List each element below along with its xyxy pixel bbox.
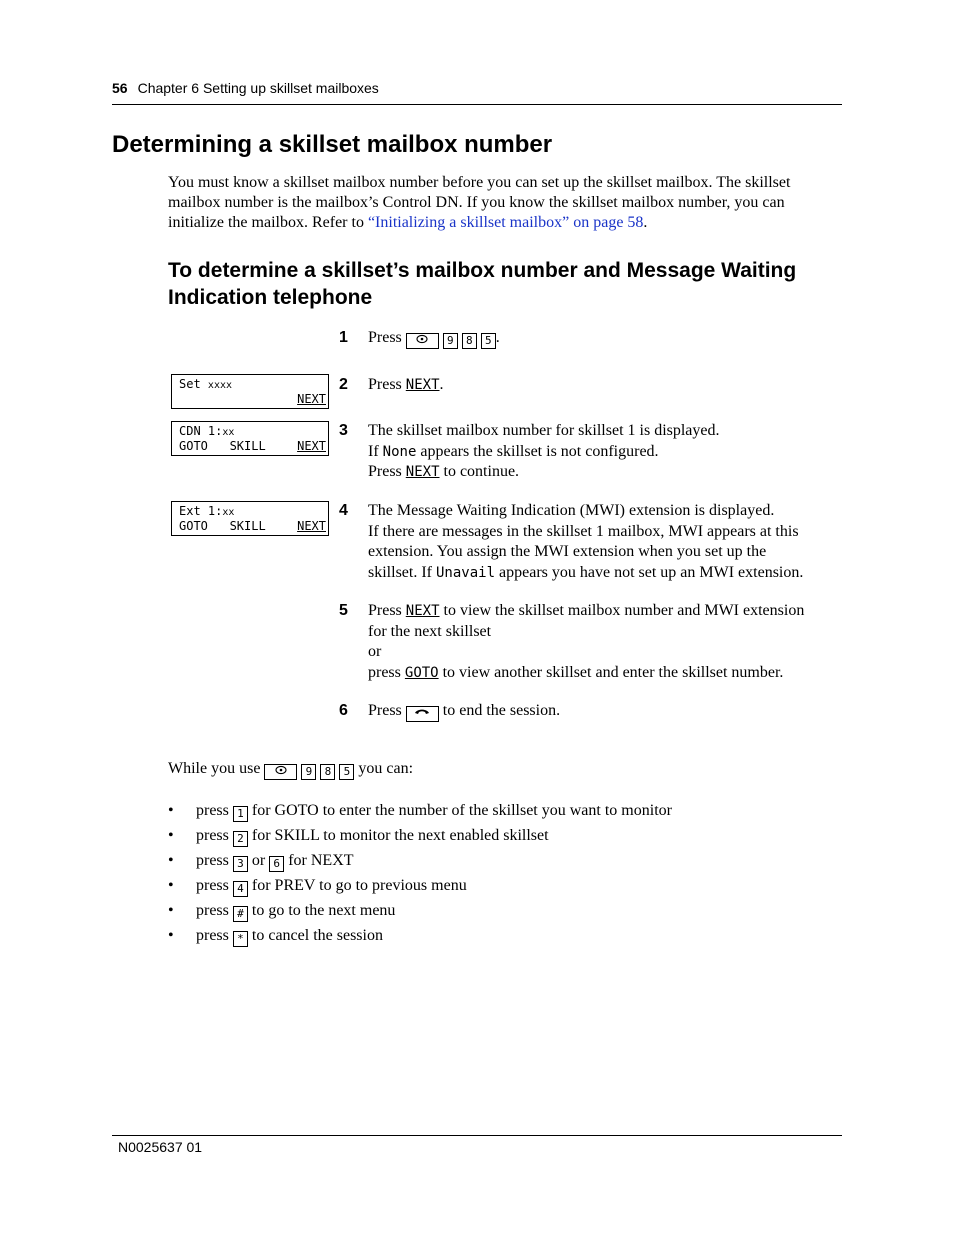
- bullet-text: for SKILL to monitor the next enabled skillset: [251, 827, 549, 844]
- bullet-text: for PREV to go to previous menu: [251, 877, 467, 894]
- display-value: xxxx: [207, 380, 233, 391]
- display-softkey-next: NEXT: [297, 439, 326, 453]
- document-number: N0025637 01: [118, 1139, 203, 1155]
- list-item: • press 1 for GOTO to enter the number of the skillset you want to monitor: [168, 802, 672, 820]
- step-text: to end the session.: [442, 702, 561, 719]
- display-softkey-next: NEXT: [297, 392, 326, 406]
- step-number: 3: [339, 422, 348, 439]
- display-label: CDN 1:: [179, 424, 223, 438]
- step-text: extension. You assign the MWI extension when you set up the: [368, 543, 767, 560]
- step-text: If there are messages in the skillset 1 mailbox, MWI appears at this: [368, 522, 799, 540]
- section-title: Determining a skillset mailbox number: [112, 131, 553, 158]
- page-number: 56: [112, 80, 128, 96]
- display-value: xx: [222, 507, 235, 518]
- softkey-next: NEXT: [405, 464, 440, 480]
- step-text: The skillset mailbox number for skillset 1 is displayed.: [368, 422, 720, 439]
- list-item: • press # to go to the next menu: [168, 902, 396, 920]
- feature-icon: [406, 333, 439, 349]
- procedure-title: To determine a skillset’s mailbox number and Message Waiting Indication telephone: [168, 259, 797, 309]
- intro-text: You must know a skillset mailbox number before you can set up the skillset mailbox. The skillset mailbox number is the mailbox’s Control DN. If you know the skillset mailbox number, you can initialize the mailbox. Refer to: [168, 174, 791, 231]
- key-2: 2: [233, 831, 248, 847]
- step-text: Press: [368, 329, 402, 346]
- display-line1: [179, 504, 234, 518]
- softkey-next: NEXT: [405, 603, 440, 619]
- release-icon: [406, 706, 439, 722]
- header-rule: [112, 104, 842, 105]
- list-item: • press * to cancel the session: [168, 927, 383, 945]
- list-item: • press 4 for PREV to go to previous menu: [168, 877, 467, 895]
- key-3: 3: [233, 856, 248, 872]
- while-text: While you use: [168, 760, 261, 777]
- step-end: .: [439, 376, 444, 393]
- key-5: 5: [481, 333, 496, 349]
- step-text: Press: [368, 463, 402, 480]
- while-line: [168, 760, 413, 780]
- bullet-text: to cancel the session: [251, 927, 383, 944]
- chapter-title: Chapter 6 Setting up skillset mailboxes: [137, 80, 379, 96]
- step-text: If: [368, 442, 379, 460]
- softkey-goto: GOTO: [404, 664, 439, 681]
- cross-reference-link[interactable]: “Initializing a skillset mailbox” on page 58: [367, 214, 644, 231]
- bullet-text: press: [196, 902, 229, 919]
- key-1: 1: [233, 806, 248, 822]
- display-value: xx: [222, 427, 235, 438]
- step-text: Press: [368, 602, 402, 619]
- step-number: 2: [339, 376, 348, 393]
- softkey-next: NEXT: [405, 377, 440, 393]
- list-item: • press 2 for SKILL to monitor the next enabled skillset: [168, 827, 549, 845]
- step-text: appears the skillset is not configured.: [420, 442, 659, 460]
- display-softkeys: GOTO SKILL: [179, 439, 266, 453]
- display-line1: [179, 424, 234, 438]
- key-8: 8: [320, 764, 335, 780]
- display-panel-ext: [171, 501, 329, 536]
- bullet-text: to go to the next menu: [251, 902, 396, 919]
- key-star: *: [233, 931, 248, 947]
- list-item: • press 3 or 6 for NEXT: [168, 852, 354, 870]
- bullet-text: press: [196, 802, 229, 819]
- step-end: .: [495, 329, 500, 346]
- display-panel-set: [171, 374, 329, 409]
- step-text: or: [368, 643, 382, 660]
- bullet-text: press: [196, 877, 229, 894]
- key-9: 9: [301, 764, 316, 780]
- key-8: 8: [462, 333, 477, 349]
- step-text: to continue.: [443, 463, 520, 480]
- key-9: 9: [443, 333, 458, 349]
- step-text: to view another skillset and enter the skillset number.: [442, 663, 784, 681]
- bullet-text: press: [196, 827, 229, 844]
- step-text: for the next skillset: [368, 622, 492, 640]
- key-4: 4: [233, 881, 248, 897]
- step-text: Press: [368, 702, 402, 719]
- display-label: Ext 1:: [179, 504, 223, 518]
- step-text: The Message Waiting Indication (MWI) extension is displayed.: [368, 502, 775, 519]
- display-none: None: [382, 443, 417, 460]
- bullet-text: press: [196, 852, 229, 869]
- display-label: Set: [179, 377, 201, 391]
- bullet-text: for NEXT: [288, 852, 354, 869]
- display-softkey-next: NEXT: [297, 519, 326, 533]
- while-text: you can:: [358, 760, 414, 777]
- feature-icon: [264, 764, 297, 780]
- step-text: press: [368, 663, 401, 681]
- step-number: 6: [339, 702, 348, 719]
- step-text: Press: [368, 376, 402, 393]
- key-options-list: [168, 801, 672, 951]
- step-number: 1: [339, 329, 348, 346]
- intro-end: .: [643, 214, 648, 231]
- display-panel-cdn: [171, 421, 329, 456]
- display-unavail: Unavail: [436, 564, 496, 581]
- footer-rule: [112, 1135, 842, 1136]
- key-6: 6: [269, 856, 284, 872]
- bullet-text: for GOTO to enter the number of the skillset you want to monitor: [251, 802, 672, 819]
- step-text: to view the skillset mailbox number and MWI extension: [443, 602, 805, 619]
- key-hash: #: [233, 906, 248, 922]
- step-text: appears you have not set up an MWI extension.: [499, 563, 804, 581]
- bullet-text: or: [251, 852, 266, 869]
- step-number: 4: [339, 502, 348, 519]
- intro-paragraph: [168, 173, 840, 233]
- bullet-text: press: [196, 927, 229, 944]
- display-softkeys: GOTO SKILL: [179, 519, 266, 533]
- step-text: skillset. If: [368, 563, 432, 581]
- running-header: [112, 80, 379, 96]
- key-5: 5: [339, 764, 354, 780]
- step-number: 5: [339, 602, 348, 619]
- display-line1: [179, 377, 232, 391]
